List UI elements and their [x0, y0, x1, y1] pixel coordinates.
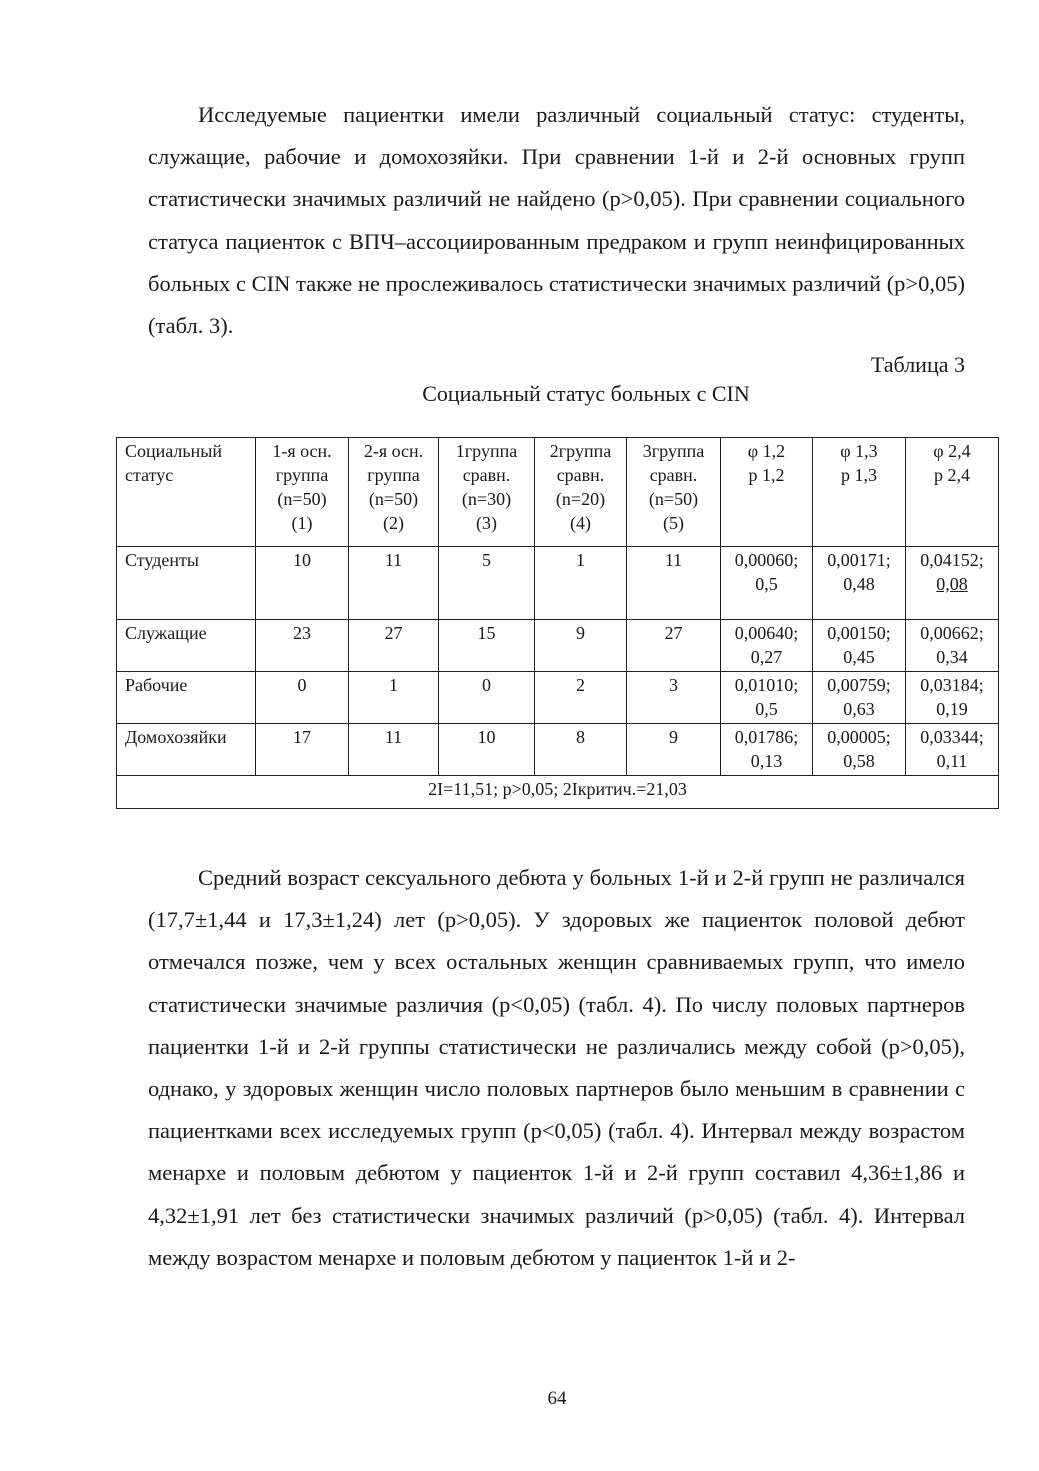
count-cell: 27 [349, 620, 439, 672]
phi-value: 0,01786; [734, 727, 799, 747]
p-value: 0,19 [936, 699, 968, 719]
cell-text: (n=20) [555, 489, 606, 509]
stat-cell [813, 724, 906, 776]
phi-value: 0,00171; [827, 550, 891, 570]
cell-text: φ 1,2 [747, 441, 786, 461]
phi-value: 0,01010; [734, 675, 799, 695]
body-paragraph-2: Средний возраст сексуального дебюта у больных 1-й и 2-й групп не различался (17,7±1,44 и 17,3±1,24) лет (p>0,05). У здоровых же пациенток половой дебют отмечался позже, чем у всех остальных женщин сравниваемых групп, что имело статистически значимые различия (p<0,05) (табл. 4). По числу половых партнеров пациентки 1-й и 2-й группы статистически не различались между собой (p>0,05), однако, у здоровых женщин число половых партнеров было меньшим в сравнении с пациентками всех исследуемых групп (p<0,05) (табл. 4). Интервал между возрастом менархе и половым дебютом у пациенток 1-й и 2-й групп составил 4,36±1,86 и 4,32±1,91 лет без статистически значимых различий (p>0,05) (табл. 4). Интервал между возрастом менархе и половым дебютом у пациенток 1-й и 2- [148, 865, 965, 1270]
p-value: 0,58 [843, 751, 875, 771]
cell-text: 3группа [642, 441, 705, 461]
header-cell [117, 438, 256, 547]
p-value: 0,13 [750, 751, 783, 771]
count-cell: 10 [256, 547, 349, 620]
p-value: 0,08 [936, 574, 968, 594]
cell-text: p 1,3 [841, 465, 877, 485]
stat-cell [721, 620, 813, 672]
count-cell: 5 [439, 547, 535, 620]
count-cell: 9 [627, 724, 721, 776]
stat-cell [813, 620, 906, 672]
table-header-row [117, 438, 999, 547]
stat-cell [721, 547, 813, 620]
stat-cell [906, 672, 999, 724]
count-cell: 8 [535, 724, 627, 776]
count-cell: 0 [439, 672, 535, 724]
header-cell [439, 438, 535, 547]
stat-cell [813, 672, 906, 724]
social-status-table [116, 437, 999, 809]
cell-text: (n=30) [461, 489, 512, 509]
header-cell [813, 438, 906, 547]
table-number: Таблица 3 [870, 352, 965, 377]
stat-cell [813, 547, 906, 620]
cell-text: 1группа [455, 441, 518, 461]
table-title: Социальный статус больных с CIN [422, 381, 750, 406]
cell-text: сравн. [556, 465, 605, 485]
cell-text: статус [125, 465, 174, 485]
cell-text: (n=50) [277, 489, 327, 509]
cell-text: p 1,2 [748, 465, 785, 485]
body-paragraph: Исследуемые пациентки имели различный социальный статус: студенты, служащие, рабочие и домохозяйки. При сравнении 1-й и 2-й основных групп статистически значимых различий не найдено (p>0,05). При сравнении социального статуса пациенток с ВПЧ–ассоциированным предраком и групп неинфицированных больных с CIN также не прослеживалось статистически значимых различий (p>0,05) (табл. 3). [148, 102, 965, 339]
table-row [117, 547, 999, 620]
cell-text: (5) [663, 513, 684, 533]
phi-value: 0,00662; [920, 623, 984, 643]
cell-text: Социальный [125, 441, 222, 461]
count-cell: 11 [349, 724, 439, 776]
table-row [117, 724, 999, 776]
count-cell: 11 [627, 547, 721, 620]
cell-text: (1) [291, 513, 313, 533]
count-cell: 17 [256, 724, 349, 776]
header-cell [906, 438, 999, 547]
p-value: 0,63 [843, 699, 875, 719]
page-number: 64 [547, 1388, 567, 1409]
cell-text: (4) [570, 513, 591, 533]
cell-text: группа [275, 465, 329, 485]
cell-text: (n=50) [368, 489, 419, 509]
count-cell: 1 [349, 672, 439, 724]
count-cell: 15 [439, 620, 535, 672]
stat-cell [906, 724, 999, 776]
p-value: 0,5 [755, 699, 778, 719]
count-cell: 11 [349, 547, 439, 620]
phi-value: 0,00060; [734, 550, 799, 570]
status-cell: Студенты [117, 547, 256, 620]
table-row [117, 672, 999, 724]
p-value: 0,11 [936, 751, 968, 771]
cell-text: группа [367, 465, 420, 485]
phi-value: 0,00005; [827, 727, 891, 747]
count-cell: 1 [535, 547, 627, 620]
phi-value: 0,00150; [827, 623, 891, 643]
phi-value: 0,03184; [920, 675, 984, 695]
p-value: 0,48 [843, 574, 875, 594]
header-cell [627, 438, 721, 547]
header-cell [535, 438, 627, 547]
stat-cell [721, 724, 813, 776]
p-value: 0,34 [936, 647, 968, 667]
header-cell [349, 438, 439, 547]
phi-value: 0,00759; [827, 675, 891, 695]
count-cell: 9 [535, 620, 627, 672]
header-cell [721, 438, 813, 547]
phi-value: 0,03344; [920, 727, 984, 747]
count-cell: 23 [256, 620, 349, 672]
stat-cell [721, 672, 813, 724]
cell-text: p 2,4 [934, 465, 970, 485]
cell-text: 2группа [549, 441, 612, 461]
header-cell [256, 438, 349, 547]
footer-cell: 2I=11,51; p>0,05; 2Iкритич.=21,03 [117, 776, 999, 809]
cell-text: 1-я осн. [272, 441, 332, 461]
phi-value: 0,00640; [734, 623, 799, 643]
p-value: 0,27 [750, 647, 783, 667]
cell-text: (3) [476, 513, 497, 533]
cell-text: (n=50) [648, 489, 699, 509]
cell-text: (2) [383, 513, 404, 533]
status-cell: Домохозяйки [117, 724, 256, 776]
count-cell: 27 [627, 620, 721, 672]
stat-cell [906, 620, 999, 672]
p-value: 0,45 [843, 647, 875, 667]
cell-text: 2-я осн. [363, 441, 424, 461]
count-cell: 2 [535, 672, 627, 724]
cell-text: φ 1,3 [840, 441, 878, 461]
p-value: 0,5 [755, 574, 778, 594]
stat-cell [906, 547, 999, 620]
count-cell: 3 [627, 672, 721, 724]
table-row [117, 620, 999, 672]
count-cell: 0 [256, 672, 349, 724]
count-cell: 10 [439, 724, 535, 776]
status-cell: Рабочие [117, 672, 256, 724]
phi-value: 0,04152; [920, 550, 984, 570]
cell-text: сравн. [649, 465, 698, 485]
table-footer-row [117, 776, 999, 809]
status-cell: Служащие [117, 620, 256, 672]
cell-text: сравн. [462, 465, 511, 485]
cell-text: φ 2,4 [933, 441, 971, 461]
